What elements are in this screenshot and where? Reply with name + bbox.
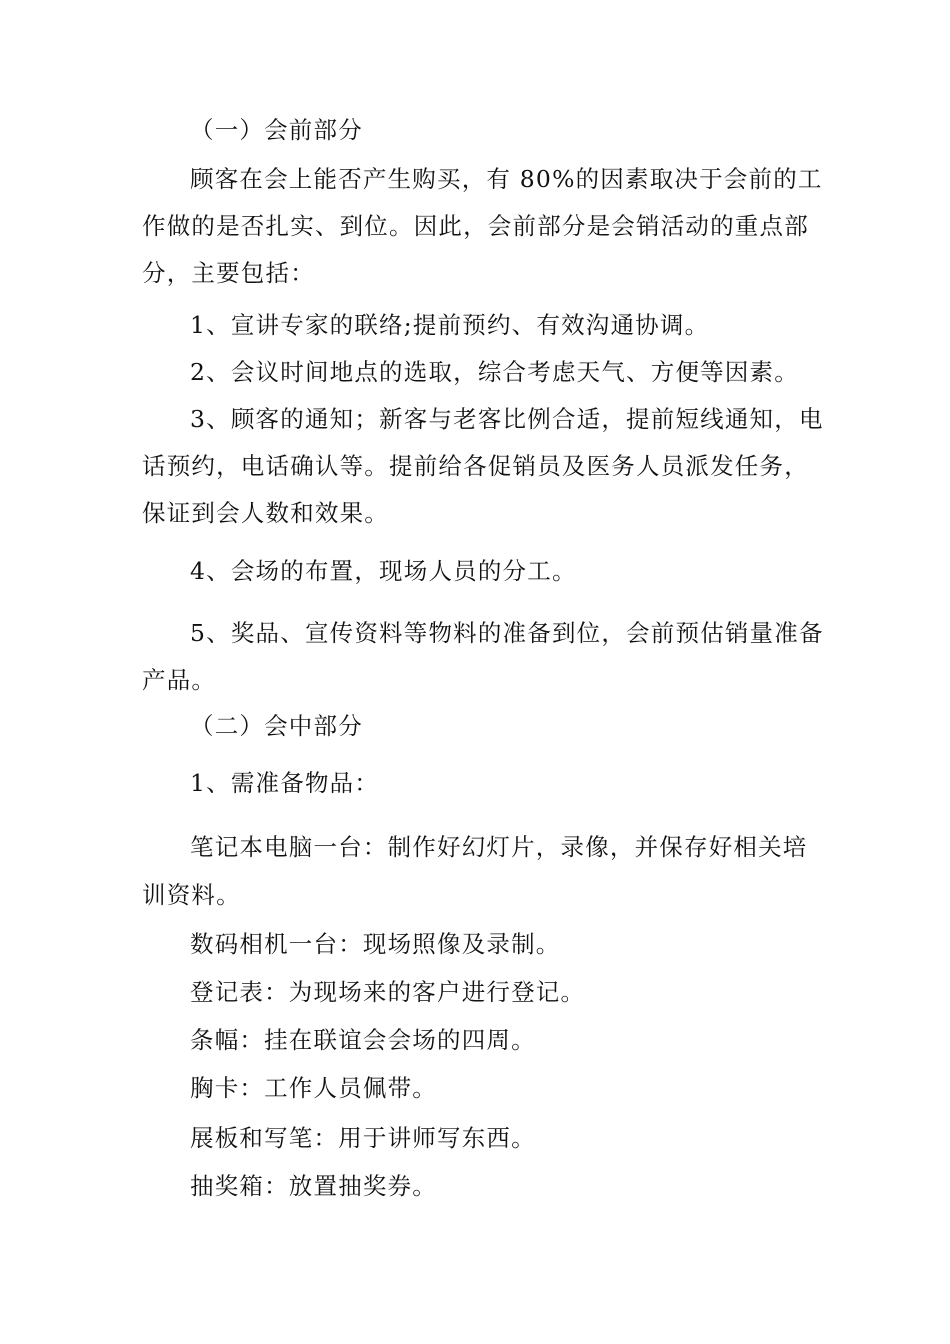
section1-heading: （一）会前部分 [190,116,363,144]
badge-line: 胸卡：工作人员佩带。 [190,1074,437,1102]
section1-item-5-line-2: 产品。 [142,666,217,694]
section1-intro-line-2: 作做的是否扎实、到位。因此，会前部分是会销活动的重点部 [142,212,809,240]
section2-item-1: 1、需准备物品： [190,769,380,797]
camera-line: 数码相机一台：现场照像及录制。 [190,930,561,958]
section1-item-3-line-3: 保证到会人数和效果。 [142,499,389,527]
section1-item-3-line-2: 话预约，电话确认等。提前给各促销员及医务人员派发任务， [142,452,809,480]
section1-item-1: 1、宣讲专家的联络;提前预约、有效沟通协调。 [190,311,710,339]
section1-item-4: 4、会场的布置，现场人员的分工。 [190,557,577,585]
board-line: 展板和写笔：用于讲师写东西。 [190,1124,536,1152]
register-line: 登记表：为现场来的客户进行登记。 [190,978,586,1006]
banner-line: 条幅：挂在联谊会会场的四周。 [190,1026,536,1054]
section1-item-2: 2、会议时间地点的选取，综合考虑天气、方便等因素。 [190,358,799,386]
laptop-line-2: 训资料。 [142,881,241,909]
section2-heading: （二）会中部分 [190,712,363,740]
section1-item-3-line-1: 3、顾客的通知；新客与老客比例合适，提前短线通知，电 [190,405,824,433]
section1-item-5-line-1: 5、奖品、宣传资料等物料的准备到位，会前预估销量准备 [190,619,824,647]
section1-intro-line-1: 顾客在会上能否产生购买，有 80%的因素取决于会前的工 [190,165,823,193]
laptop-line-1: 笔记本电脑一台：制作好幻灯片，录像，并保存好相关培 [190,833,808,861]
lottery-line: 抽奖箱：放置抽奖券。 [190,1172,437,1200]
section1-intro-line-3: 分，主要包括： [142,259,315,287]
